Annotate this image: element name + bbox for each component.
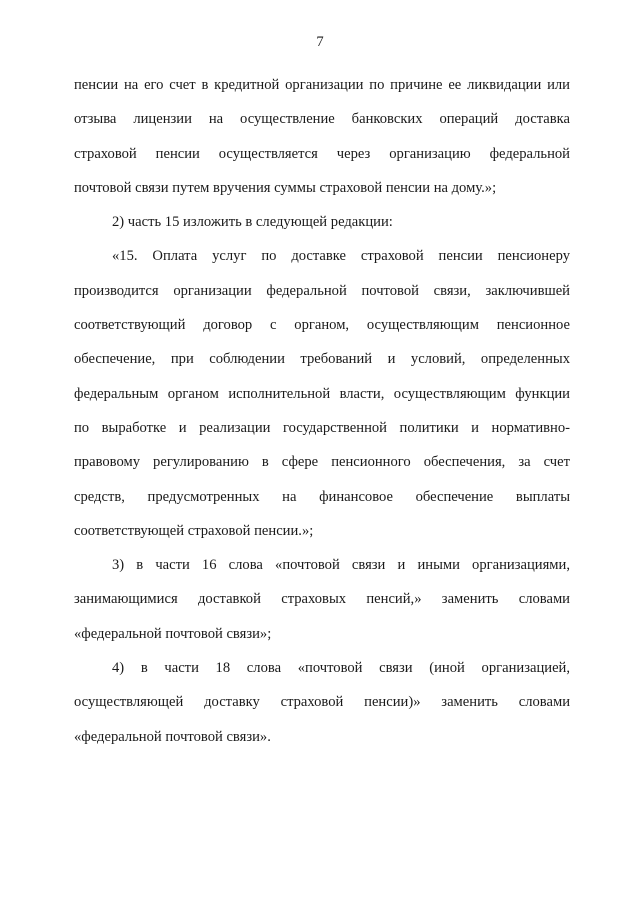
text-line: федеральным органом исполнительной власти, осуществляющим функции: [74, 385, 570, 402]
text-line: по выработке и реализации государственной политики и нормативно-: [74, 419, 570, 436]
text-line: соответствующий договор с органом, осуществляющим пенсионное: [74, 317, 570, 334]
text-line: производится организации федеральной почтовой связи, заключившей: [74, 282, 570, 299]
text-line: почтовой связи путем вручения суммы страховой пенсии на дому.»;: [74, 179, 497, 196]
text-line: соответствующей страховой пенсии.»;: [74, 522, 314, 539]
text-line: 4) в части 18 слова «почтовой связи (иной организацией,: [112, 660, 570, 677]
text-line: занимающимися доставкой страховых пенсий,» заменить словами: [74, 591, 570, 608]
text-line: «федеральной почтовой связи».: [74, 728, 271, 745]
text-line: правовому регулированию в сфере пенсионного обеспечения, за счет: [74, 454, 570, 471]
text-line: отзыва лицензии на осуществление банковских операций доставка: [74, 111, 570, 128]
text-line: пенсии на его счет в кредитной организации по причине ее ликвидации или: [74, 77, 570, 93]
text-line: средств, предусмотренных на финансовое обеспечение выплаты: [74, 488, 570, 505]
text-line: 2) часть 15 изложить в следующей редакции:: [112, 214, 393, 231]
text-line: 3) в части 16 слова «почтовой связи и иными организациями,: [112, 557, 570, 574]
text-line: «15. Оплата услуг по доставке страховой пенсии пенсионеру: [112, 248, 570, 265]
text-line: обеспечение, при соблюдении требований и условий, определенных: [74, 351, 570, 368]
page-number: 7: [316, 34, 324, 50]
text-line: «федеральной почтовой связи»;: [74, 625, 272, 642]
text-line: страховой пенсии осуществляется через организацию федеральной: [74, 145, 570, 162]
text-line: осуществляющей доставку страховой пенсии)» заменить словами: [74, 694, 570, 711]
document-body: [74, 68, 570, 754]
